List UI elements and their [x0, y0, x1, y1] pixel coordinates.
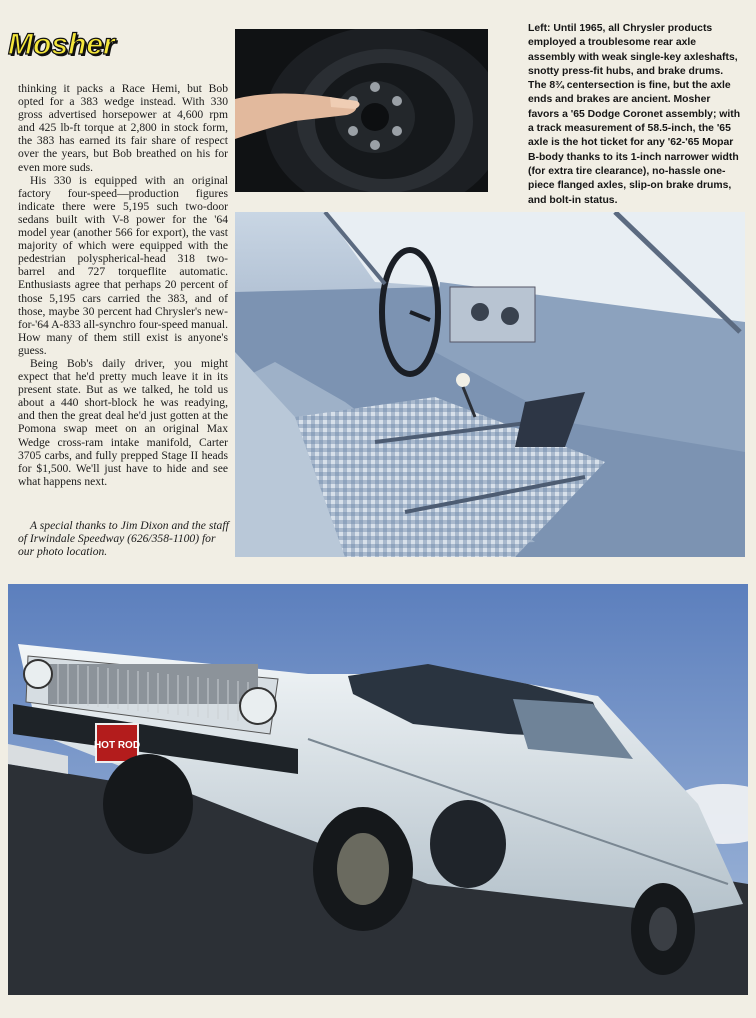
photo-caption: Left: Until 1965, all Chrysler products employed a troublesome rear axle assembly with weak single-key axleshafts, snotty press-fit hubs, and brake drums. The 8¾ centersection is fine, but the axle ends and brakes are ancient. Mosher favors a '65 Dodge Coronet assembly; with a track measurement of 58.5-inch, the '65 axle is the hot ticket for any '62-'65 Mopar B-body thanks to its 1-inch narrower width (for extra tire clearance), no-hassle one-piece flanged axles, slip-on brake drums, and bolt-in status. — [528, 23, 741, 206]
car-photo — [8, 584, 748, 995]
interior-photo — [235, 212, 745, 557]
article-body — [18, 82, 228, 488]
photo-credit: A special thanks to Jim Dixon and the staff of Irwindale Speedway (626/358-1100) for our photo location. — [18, 519, 229, 559]
article-paragraph: thinking it packs a Race Hemi, but Bob opted for a 383 wedge instead. With 330 gross advertised horsepower at 4,600 rpm and 425 lb-ft torque at 2,800 in stock form, the 383 has earned its fair share of respect over the years, but Bob breathed on his for even more suds. — [18, 82, 228, 174]
axle-photo — [235, 29, 488, 192]
license-plate: HOT ROD — [93, 740, 141, 751]
article-paragraph: Being Bob's daily driver, you might expect that he'd pretty much leave it in its present state. But as we talked, he told us about a 440 short-block he was readying, and then the great deal he'd just gotten at the Pomona swap meet on an original Max Wedge cross-ram intake manifold, Carter 3705 carbs, and fully prepped Stage II heads for $1,500. We'll just have to hide and see what happens next. — [18, 356, 228, 488]
headline: Mosher — [8, 28, 115, 61]
article-paragraph: His 330 is equipped with an original factory four-speed—production figures indicate there were 5,195 such two-door sedans built with V-8 power for the '64 model year (another 566 for export), the vast majority of which were equipped with the pedestrian polyspherical-head 318 two-barrel and 727 torqueflite automatic. Enthusiasts agree that perhaps 20 percent of those 5,195 cars carried the 383, and of those, maybe 30 percent had Chrysler's new-for-'64 A-833 all-synchro four-speed manual. How many of them still exist is anyone's guess. — [18, 173, 228, 357]
